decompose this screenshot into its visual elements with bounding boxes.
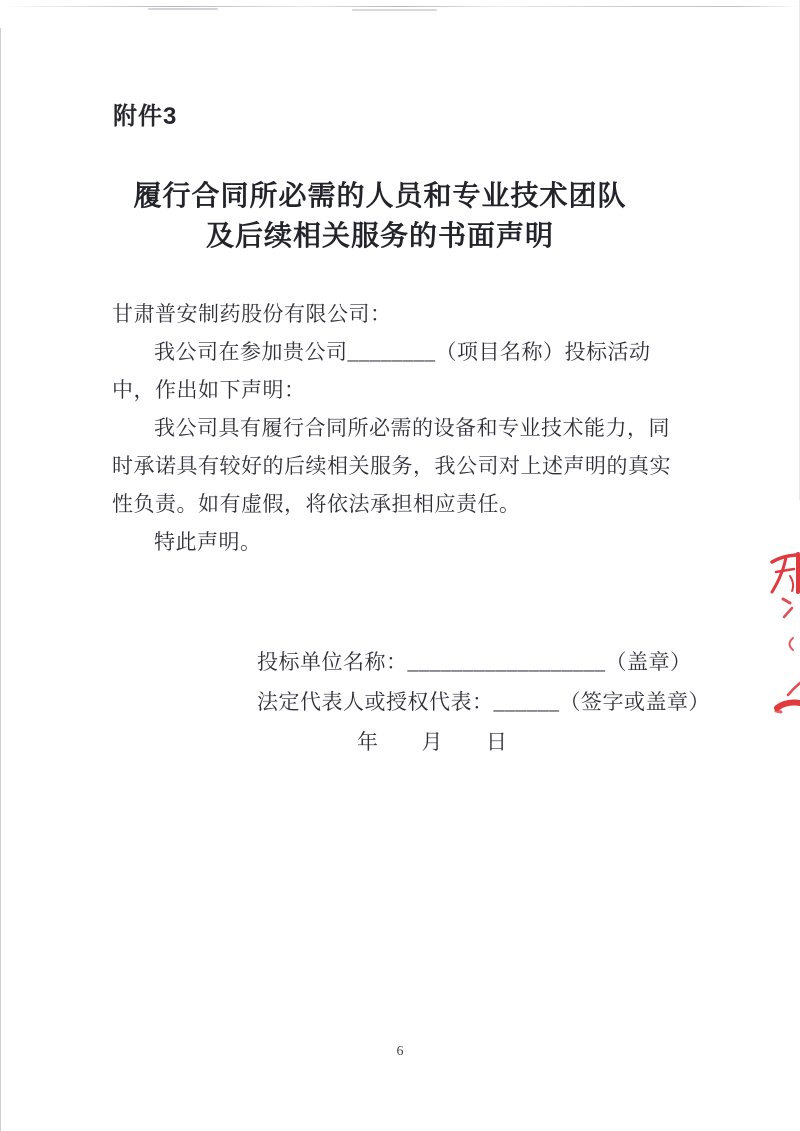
page-number: 6	[396, 1044, 404, 1059]
document-body	[112, 295, 702, 561]
signature-date-line: 年 月 日	[357, 730, 508, 754]
signature-representative-line: 法定代表人或授权代表：______（签字或盖章）	[257, 690, 710, 714]
scan-artifact-top-line	[0, 6, 800, 7]
body-line: 中，作出如下声明：	[112, 378, 306, 402]
body-line-salutation: 甘肃普安制药股份有限公司：	[112, 302, 392, 326]
scan-artifact-smudge	[352, 9, 437, 11]
red-stamp-fragment-icon	[750, 542, 800, 717]
title-line-2: 及后续相关服务的书面声明	[205, 220, 554, 251]
signature-block	[257, 642, 710, 762]
body-line: 我公司具有履行合同所必需的设备和专业技术能力，同	[154, 416, 670, 440]
body-line: 我公司在参加贵公司________（项目名称）投标活动	[154, 340, 651, 364]
title-line-1: 履行合同所必需的人员和专业技术团队	[133, 180, 627, 211]
document-title	[0, 176, 760, 256]
attachment-label: 附件3	[113, 103, 178, 130]
signature-unit-name-line: 投标单位名称：__________________（盖章）	[257, 650, 692, 674]
body-line-closing: 特此声明。	[154, 530, 262, 554]
scan-artifact-smudge	[148, 8, 218, 10]
body-line: 性负责。如有虚假，将依法承担相应责任。	[112, 492, 521, 516]
body-line: 时承诺具有较好的后续相关服务，我公司对上述声明的真实	[112, 454, 671, 478]
